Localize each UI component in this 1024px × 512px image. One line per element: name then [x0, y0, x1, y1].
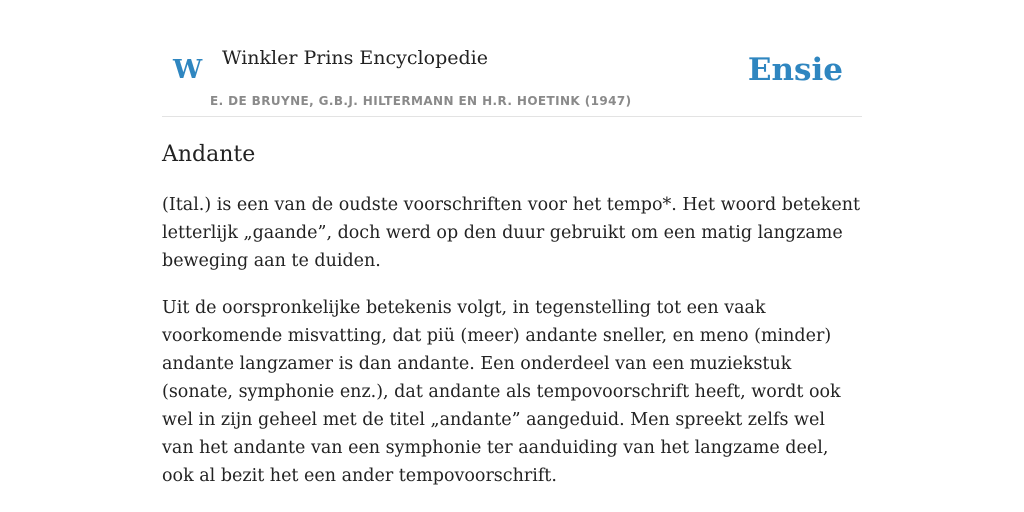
article-title: Andante: [162, 142, 256, 167]
article-paragraph-1: (Ital.) is een van de oudste voorschriften voor het tempo*. Het woord betekent letterlijk „gaande”, doch werd op den duur gebruikt om een matig langzame beweging aan te duiden.: [162, 195, 861, 271]
article-paragraph-2: Uit de oorspronkelijke betekenis volgt, in tegenstelling tot een vaak voorkomende misvatting, dat piü (meer) andante sneller, en meno (minder) andante langzamer is dan andante. Een onderdeel van een muziekstuk (sonate, symphonie enz.), dat andante als tempovoorschrift heeft, wordt ook wel in zijn geheel met de titel „andante” aangeduid. Men spreekt zelfs wel van het andante van een symphonie ter aanduiding van het langzame deel, ook al bezit het een ander tempovoorschrift.: [162, 298, 841, 486]
article: [162, 138, 862, 490]
encyclopedia-header: [162, 0, 862, 117]
encyclopedia-title[interactable]: Winkler Prins Encyclopedie: [222, 47, 488, 69]
ensie-logo-link[interactable]: Ensie: [747, 52, 843, 88]
encyclopedia-logo[interactable]: W: [173, 55, 203, 85]
encyclopedia-authors: E. DE BRUYNE, G.B.J. HILTERMANN EN H.R. HOETINK (1947): [210, 94, 632, 108]
